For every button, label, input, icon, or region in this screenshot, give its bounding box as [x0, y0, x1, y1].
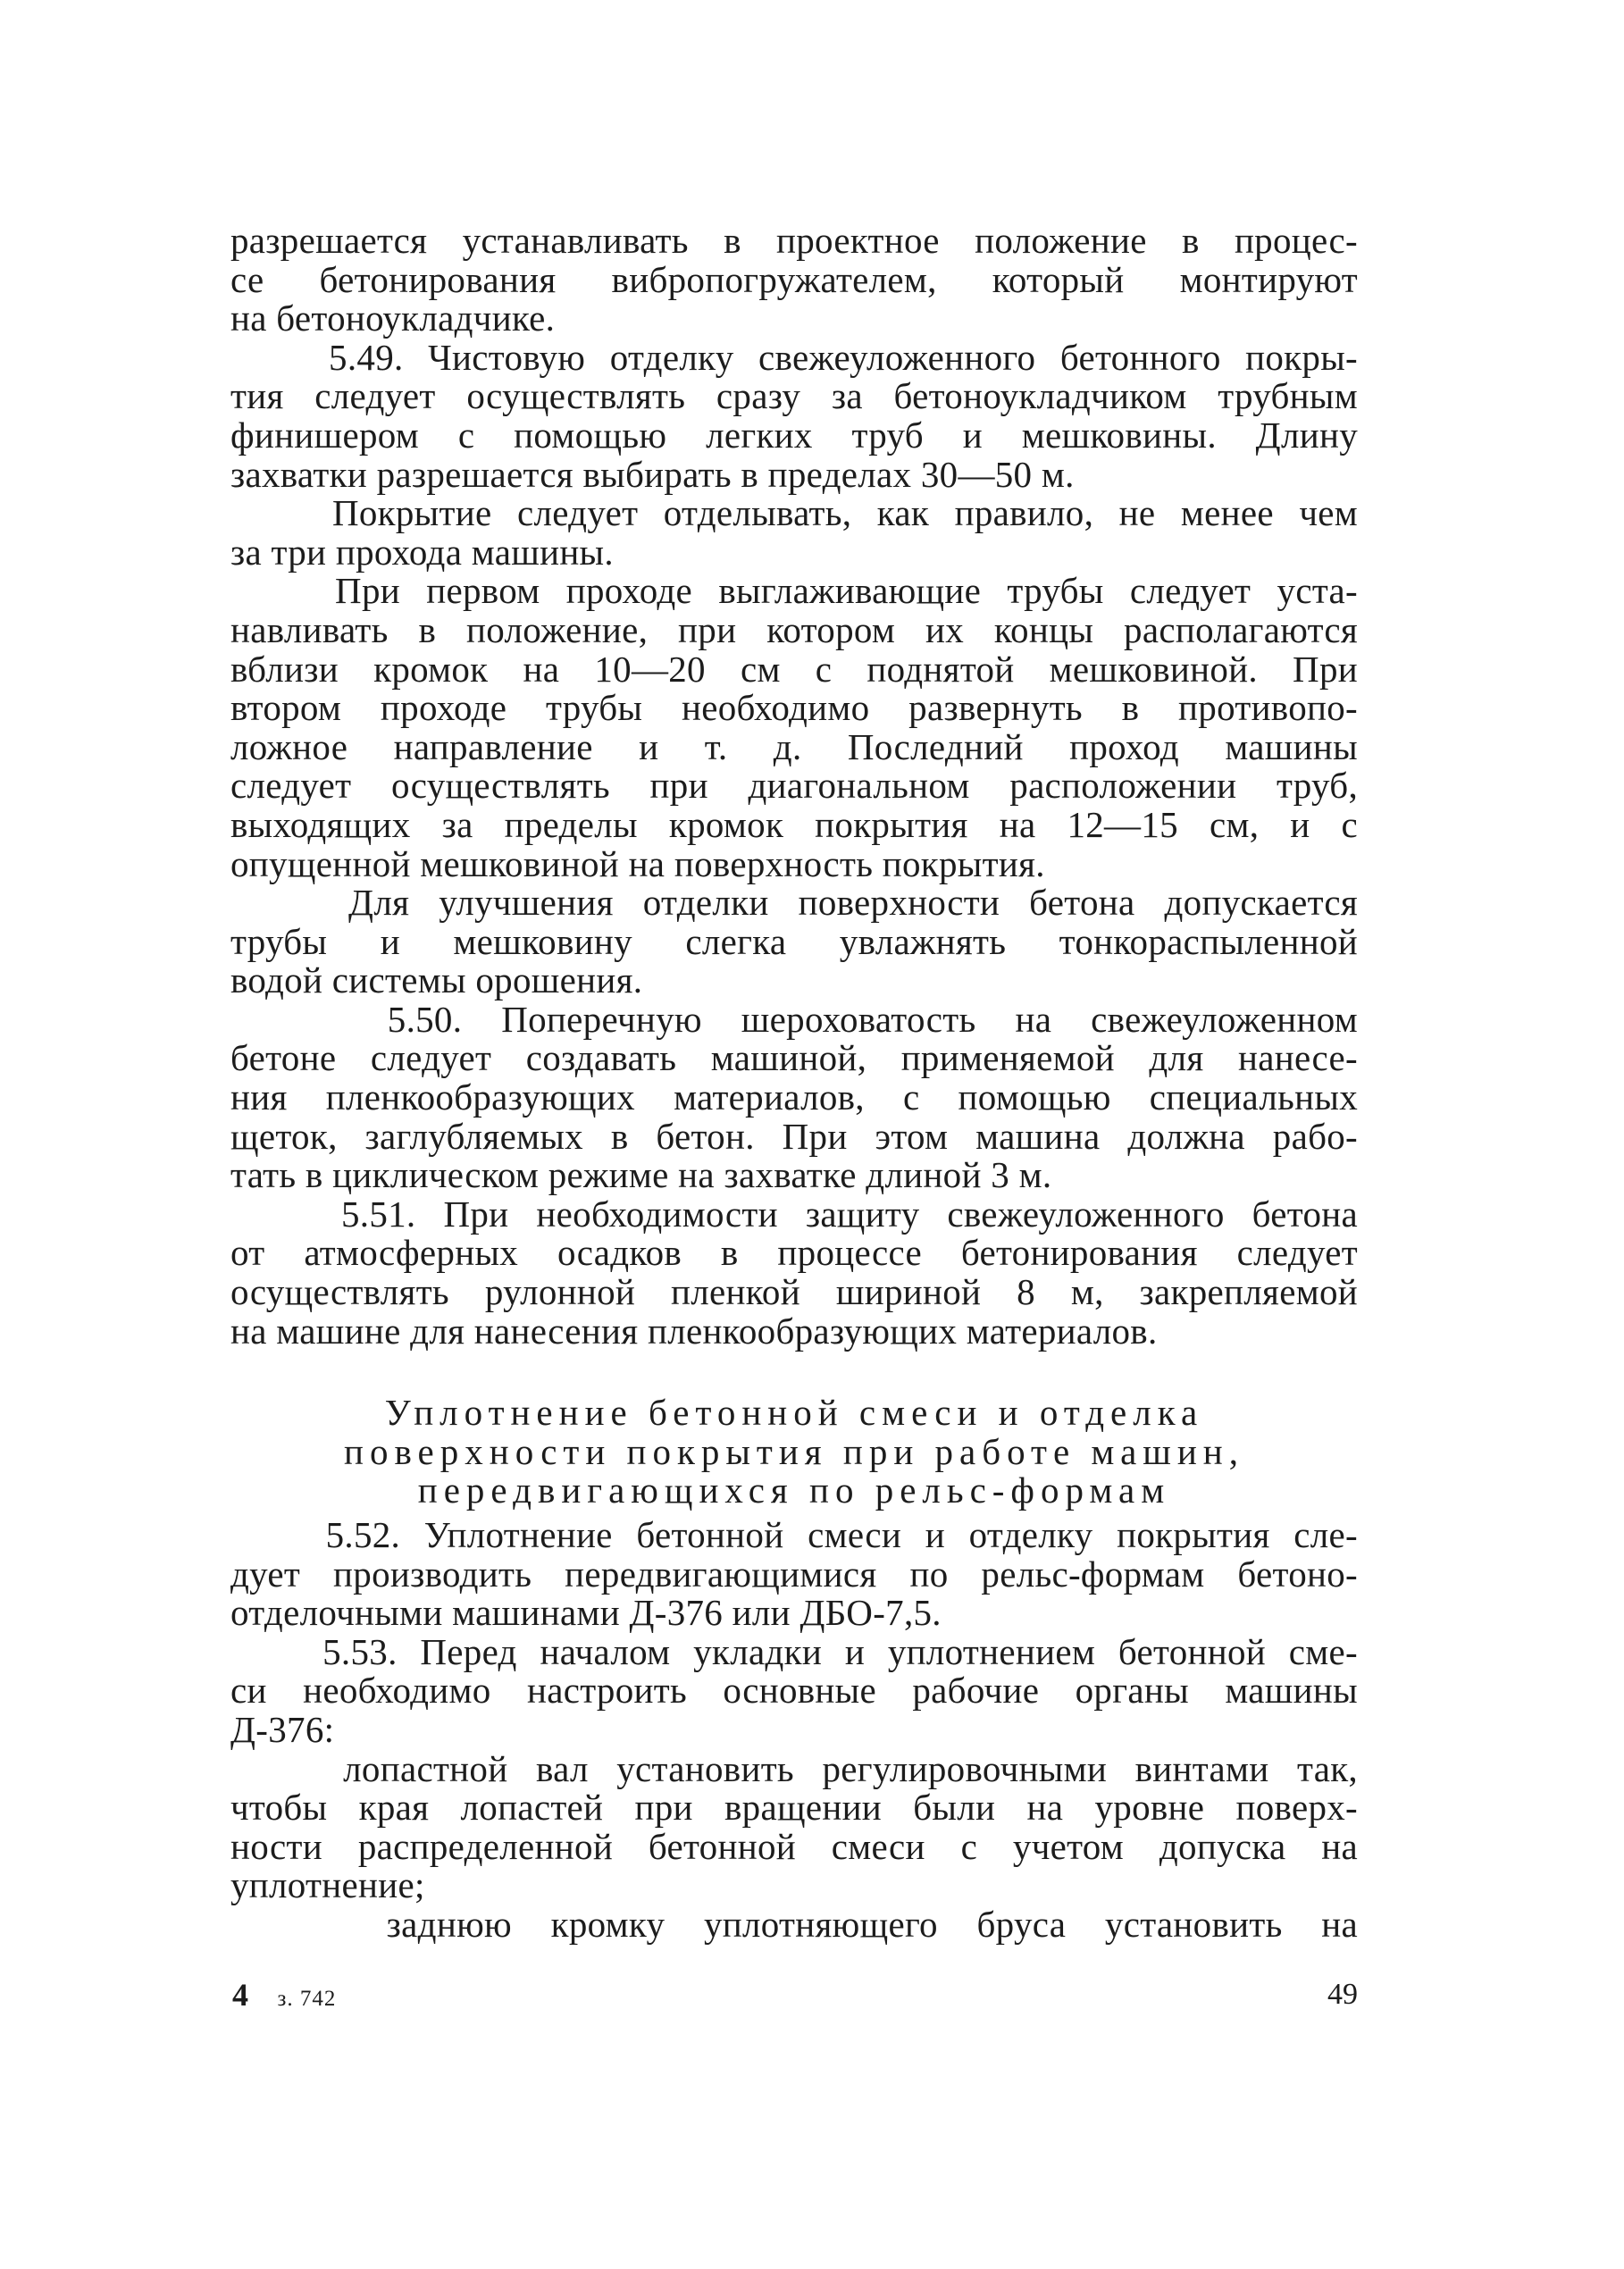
section-heading	[230, 1394, 1358, 1511]
text-line: ния пленкообразующих материалов, с помощью специальных	[230, 1076, 1358, 1118]
text-line: трубы и мешковину слегка увлажнять тонкораспыленной	[230, 920, 1358, 962]
text-line: 5.50. Поперечную шероховатость на свежеуложенном	[230, 998, 1358, 1040]
text-line: на бетоноукладчике.	[230, 297, 556, 339]
paragraph	[230, 1905, 1358, 1945]
signature-number: 4	[232, 1977, 248, 2013]
text-line: 5.49. Чистовую отделку свежеуложенного бетонного покры-	[230, 336, 1358, 378]
paragraph	[230, 998, 1358, 1196]
text-line: тать в циклическом режиме на захватке длиной 3 м.	[230, 1154, 1052, 1196]
paragraph	[230, 494, 1358, 572]
text-line: дует производить передвигающимися по рельс-формам бетоно-	[230, 1553, 1358, 1595]
text-line: тия следует осуществлять сразу за бетоноукладчиком трубным	[230, 375, 1358, 417]
text-line: на машине для нанесения пленкообразующих материалов.	[230, 1310, 1158, 1352]
paragraph	[230, 222, 1358, 339]
paragraph	[230, 1747, 1358, 1906]
text-line: выходящих за пределы кромок покрытия на 12—15 см, и с	[230, 803, 1358, 845]
page-footer	[230, 1976, 1358, 2021]
text-line: вблизи кромок на 10—20 см с поднятой мешковиной. При	[230, 648, 1358, 690]
text-line: заднюю кромку уплотняющего бруса установить на	[230, 1903, 1358, 1945]
paragraph	[230, 883, 1358, 1001]
text-line: 5.51. При необходимости защиту свежеуложенного бетона	[230, 1193, 1358, 1235]
paragraph	[230, 1195, 1358, 1351]
text-line: чтобы края лопастей при вращении были на уровне поверх-	[230, 1787, 1358, 1829]
text-line: 5.53. Перед началом укладки и уплотнением бетонной сме-	[230, 1630, 1358, 1672]
text-line: Д-376:	[230, 1708, 335, 1750]
text-line: отделочными машинами Д-376 или ДБО-7,5.	[230, 1592, 942, 1634]
text-line: ложное направление и т. д. Последний проход машины	[230, 725, 1358, 767]
page-body	[230, 222, 1358, 1945]
text-line: следует осуществлять при диагональном расположении труб,	[230, 765, 1358, 807]
order-number: з. 742	[277, 1987, 337, 2011]
text-line: лопастной вал установить регулировочными винтами так,	[230, 1747, 1358, 1789]
text-line: При первом проходе выглаживающие трубы следует уста-	[230, 570, 1358, 612]
printer-signature	[232, 1976, 336, 2014]
text-line: опущенной мешковиной на поверхность покрытия.	[230, 842, 1045, 884]
text-line: навливать в положение, при котором их концы располагаются	[230, 608, 1358, 650]
text-line: финишером с помощью легких труб и мешковины. Длину	[230, 414, 1358, 456]
text-section-upper	[230, 222, 1358, 1351]
text-line: се бетонирования вибропогружателем, который монтируют	[230, 258, 1358, 300]
text-line: разрешается устанавливать в проектное положение в процес-	[230, 220, 1358, 261]
paragraph	[230, 1630, 1358, 1750]
text-section-lower	[230, 1516, 1358, 1945]
text-line: щеток, заглубляемых в бетон. При этом машина должна рабо-	[230, 1115, 1358, 1157]
heading-line: поверхности покрытия при работе машин,	[344, 1430, 1244, 1472]
text-line: си необходимо настроить основные рабочие органы машины	[230, 1670, 1358, 1712]
text-line: захватки разрешается выбирать в пределах 30—50 м.	[230, 453, 1075, 495]
heading-line: передвигающихся по рельс-формам	[417, 1469, 1171, 1511]
text-line: втором проходе трубы необходимо развернуть в противопо-	[230, 687, 1358, 729]
paragraph	[230, 1516, 1358, 1633]
text-line: 5.52. Уплотнение бетонной смеси и отделку покрытия сле-	[230, 1514, 1358, 1555]
text-line: Покрытие следует отделывать, как правило, не менее чем	[230, 492, 1358, 534]
text-line: Для улучшения отделки поверхности бетона допускается	[230, 882, 1358, 924]
text-line: водой системы орошения.	[230, 959, 643, 1001]
text-line: бетоне следует создавать машиной, применяемой для нанесе-	[230, 1037, 1358, 1079]
text-line: осуществлять рулонной пленкой шириной 8 м, закрепляемой	[230, 1271, 1358, 1313]
paragraph	[230, 336, 1358, 495]
page-number: 49	[1327, 1978, 1358, 2011]
text-line: ности распределенной бетонной смеси с учетом допуска на	[230, 1825, 1358, 1867]
heading-line: Уплотнение бетонной смеси и отделка	[384, 1392, 1204, 1434]
paragraph	[230, 572, 1358, 883]
text-line: уплотнение;	[230, 1864, 425, 1906]
text-line: за три прохода машины.	[230, 531, 614, 573]
text-line: от атмосферных осадков в процессе бетонирования следует	[230, 1232, 1358, 1274]
